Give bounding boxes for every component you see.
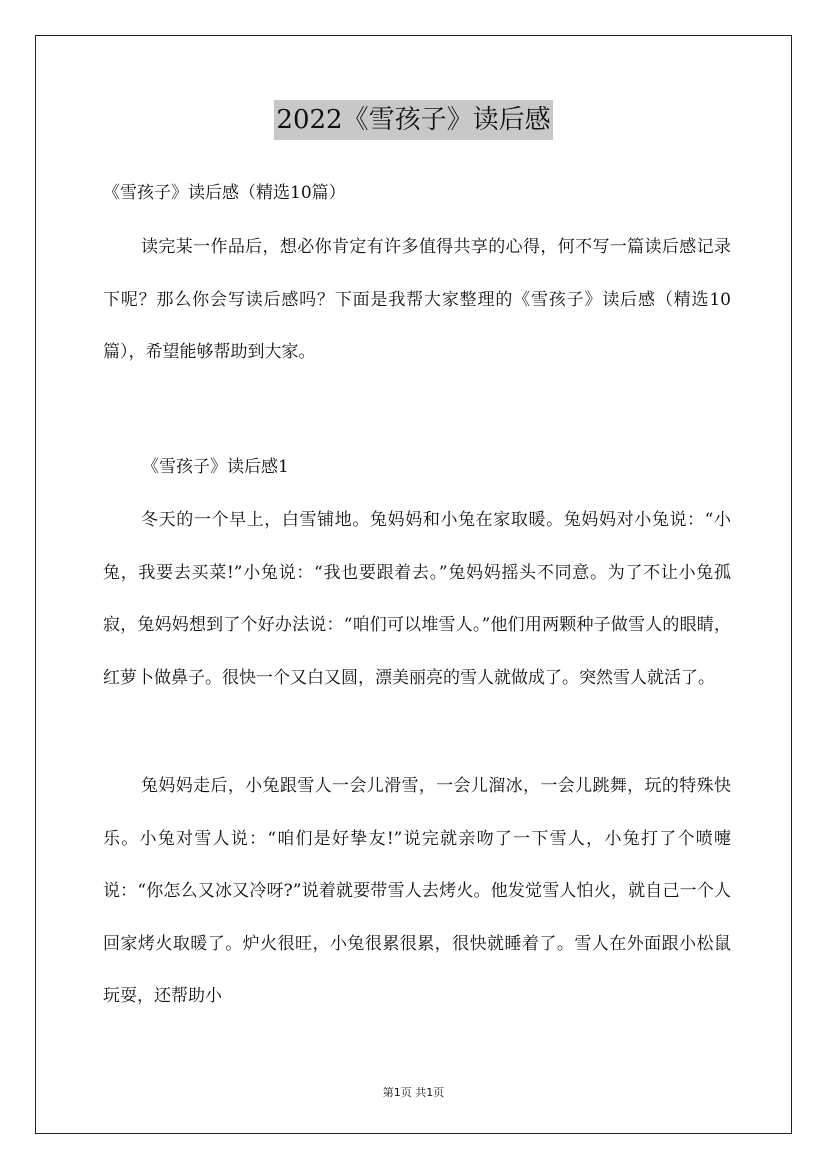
document-subtitle: 《雪孩子》读后感（精选10篇）: [103, 183, 346, 203]
document-title: 2022《雪孩子》读后感: [274, 100, 552, 140]
section-title: 《雪孩子》读后感1: [142, 457, 289, 477]
page-footer: 第1页 共1页: [382, 1086, 445, 1099]
title-container: [0, 100, 827, 140]
body-paragraph: 冬天的一个早上，白雪铺地。兔妈妈和小兔在家取暖。兔妈妈对小兔说：“小兔，我要去买菜!”小兔说：“我也要跟着去。”兔妈妈摇头不同意。为了不让小兔孤寂，兔妈妈想到了个好办法说：“咱们可以堆雪人。”他们用两颗种子做雪人的眼睛，红萝卜做鼻子。很快一个又白又圆，漂美丽亮的雪人就做成了。突然雪人就活了。: [103, 510, 731, 688]
intro-paragraph: 读完某一作品后，想必你肯定有许多值得共享的心得，何不写一篇读后感记录下呢？那么你会写读后感吗？下面是我帮大家整理的《雪孩子》读后感（精选10篇），希望能够帮助到大家。: [103, 237, 731, 362]
body-paragraph: 兔妈妈走后，小兔跟雪人一会儿滑雪，一会儿溜冰，一会儿跳舞，玩的特殊快乐。小兔对雪人说：“咱们是好挚友!”说完就亲吻了一下雪人，小兔打了个喷嚏说：“你怎么又冰又冷呀?”说着就要带雪人去烤火。他发觉雪人怕火，就自己一个人回家烤火取暖了。炉火很旺，小兔很累很累，很快就睡着了。雪人在外面跟小松鼠玩耍，还帮助小: [103, 776, 731, 1006]
